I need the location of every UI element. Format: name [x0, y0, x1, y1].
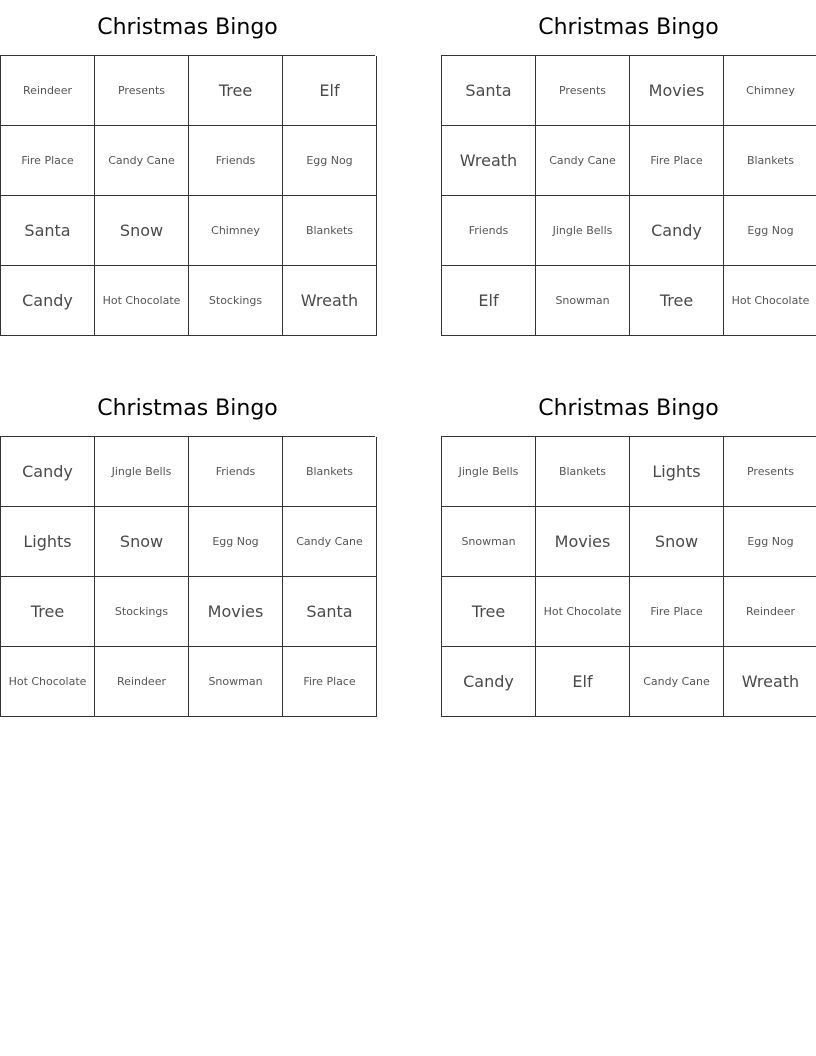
bingo-cell: Movies — [630, 56, 724, 126]
bingo-cell: Egg Nog — [724, 196, 816, 266]
bingo-cell: Presents — [95, 56, 189, 126]
bingo-grid — [441, 436, 816, 717]
bingo-grid — [0, 436, 375, 717]
bingo-card-4 — [441, 381, 816, 717]
bingo-cell: Snow — [95, 507, 189, 577]
card-title: Christmas Bingo — [97, 396, 278, 421]
bingo-cell: Snowman — [442, 507, 536, 577]
bingo-cell: Jingle Bells — [442, 437, 536, 507]
bingo-cell: Chimney — [189, 196, 283, 266]
bingo-cell: Wreath — [442, 126, 536, 196]
card-title: Christmas Bingo — [538, 396, 719, 421]
bingo-cell: Blankets — [283, 437, 377, 507]
bingo-cell: Friends — [189, 126, 283, 196]
bingo-cell: Candy — [630, 196, 724, 266]
bingo-cell: Reindeer — [724, 577, 816, 647]
bingo-card-1 — [0, 0, 375, 336]
bingo-cell: Reindeer — [95, 647, 189, 717]
bingo-cell: Fire Place — [630, 577, 724, 647]
bingo-cell: Snow — [95, 196, 189, 266]
bingo-cell: Snowman — [536, 266, 630, 336]
bingo-cell: Elf — [536, 647, 630, 717]
bingo-cell: Stockings — [189, 266, 283, 336]
bingo-cell: Fire Place — [630, 126, 724, 196]
bingo-cell: Friends — [442, 196, 536, 266]
bingo-cell: Movies — [536, 507, 630, 577]
bingo-cell: Jingle Bells — [95, 437, 189, 507]
bingo-cell: Presents — [536, 56, 630, 126]
bingo-cell: Blankets — [283, 196, 377, 266]
bingo-cell: Tree — [1, 577, 95, 647]
bingo-cell: Lights — [630, 437, 724, 507]
bingo-cell: Hot Chocolate — [536, 577, 630, 647]
bingo-grid — [441, 55, 816, 336]
bingo-cell: Egg Nog — [724, 507, 816, 577]
bingo-cell: Fire Place — [1, 126, 95, 196]
bingo-cell: Tree — [442, 577, 536, 647]
bingo-cell: Santa — [1, 196, 95, 266]
bingo-cell: Egg Nog — [189, 507, 283, 577]
bingo-cell: Snowman — [189, 647, 283, 717]
bingo-cell: Blankets — [724, 126, 816, 196]
bingo-cell: Egg Nog — [283, 126, 377, 196]
bingo-cell: Reindeer — [1, 56, 95, 126]
bingo-cell: Santa — [283, 577, 377, 647]
bingo-cell: Candy — [442, 647, 536, 717]
bingo-cell: Jingle Bells — [536, 196, 630, 266]
bingo-grid — [0, 55, 375, 336]
bingo-card-3 — [0, 381, 375, 717]
bingo-cell: Tree — [189, 56, 283, 126]
bingo-cell: Santa — [442, 56, 536, 126]
bingo-cell: Friends — [189, 437, 283, 507]
bingo-cell: Candy — [1, 437, 95, 507]
bingo-cell: Blankets — [536, 437, 630, 507]
bingo-cell: Hot Chocolate — [1, 647, 95, 717]
bingo-cell: Chimney — [724, 56, 816, 126]
bingo-cell: Candy Cane — [630, 647, 724, 717]
bingo-cell: Snow — [630, 507, 724, 577]
bingo-cell: Fire Place — [283, 647, 377, 717]
bingo-cell: Stockings — [95, 577, 189, 647]
bingo-cell: Movies — [189, 577, 283, 647]
bingo-cell: Elf — [442, 266, 536, 336]
bingo-cell: Tree — [630, 266, 724, 336]
bingo-cell: Lights — [1, 507, 95, 577]
card-title: Christmas Bingo — [97, 15, 278, 40]
bingo-cell: Candy — [1, 266, 95, 336]
bingo-cell: Presents — [724, 437, 816, 507]
bingo-cell: Wreath — [724, 647, 816, 717]
bingo-cell: Elf — [283, 56, 377, 126]
bingo-card-2 — [441, 0, 816, 336]
bingo-cell: Candy Cane — [536, 126, 630, 196]
card-title: Christmas Bingo — [538, 15, 719, 40]
bingo-cell: Wreath — [283, 266, 377, 336]
bingo-cell: Candy Cane — [283, 507, 377, 577]
bingo-cell: Hot Chocolate — [724, 266, 816, 336]
bingo-cell: Hot Chocolate — [95, 266, 189, 336]
bingo-cell: Candy Cane — [95, 126, 189, 196]
